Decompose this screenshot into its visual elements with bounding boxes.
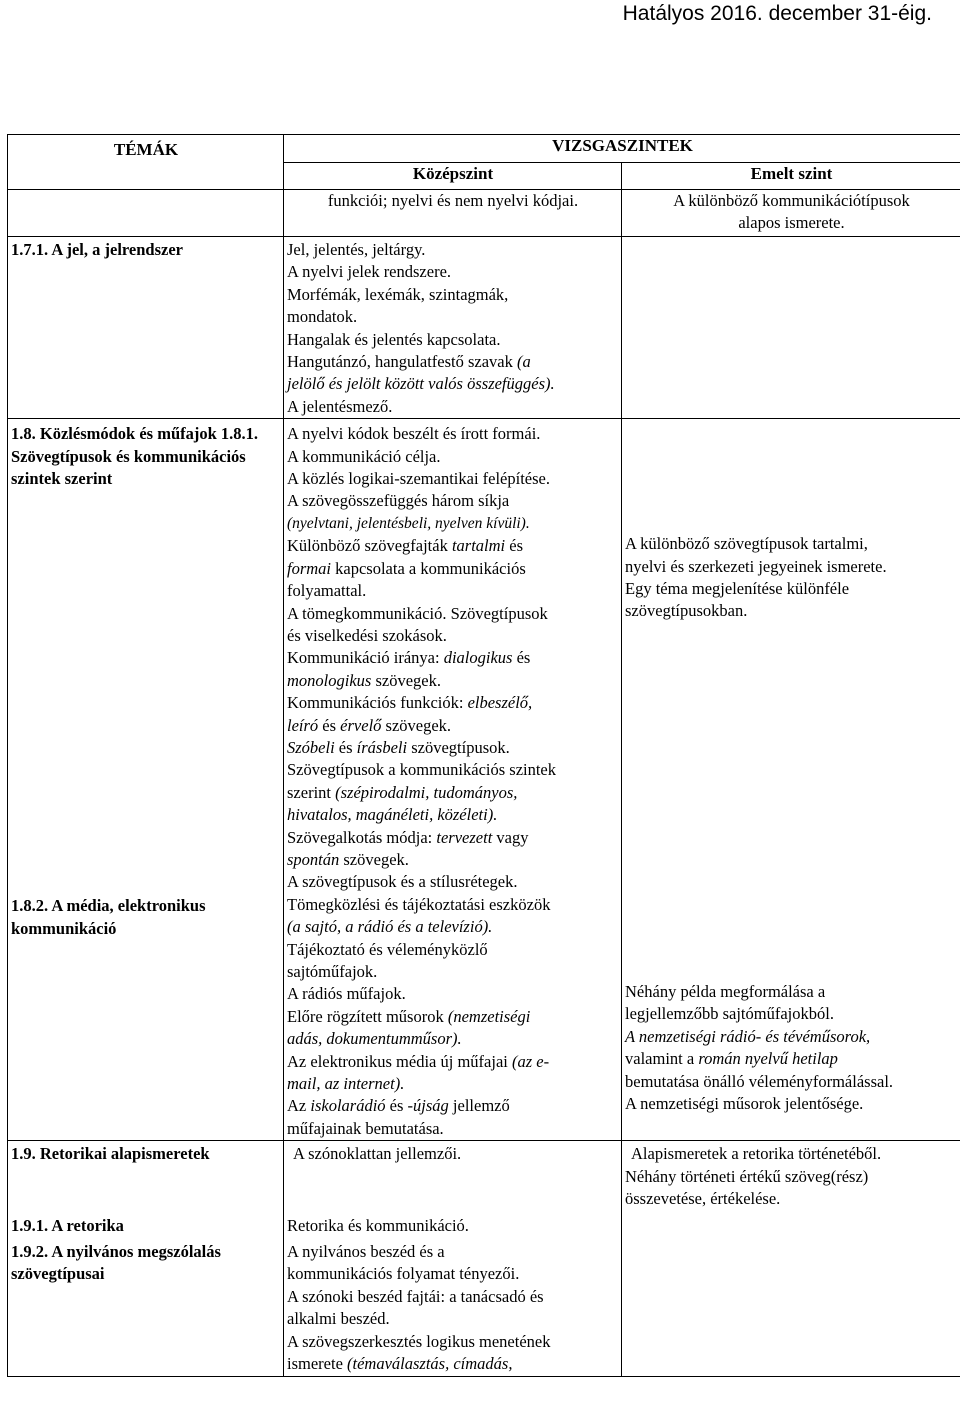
mid-level-cell (284, 237, 622, 419)
text-line: és viselkedési szokások. (287, 625, 447, 645)
text-line: A nyilvános beszéd és a (287, 1242, 445, 1262)
text-line: mondatok. (287, 307, 358, 327)
text-line: A közlés logikai-szemantikai felépítése. (287, 469, 550, 489)
text-line: Hangalak és jelentés kapcsolata. (287, 329, 501, 349)
topic-title: 1.7.1. A jel, a jelrendszer (11, 240, 183, 259)
text-line: nyelvi és szerkezeti jegyeinek ismerete. (625, 556, 887, 576)
mid-level-cell (284, 419, 622, 1141)
text-line: Alapismeretek a retorika történetéből. (631, 1144, 882, 1164)
text-line: A nemzetiségi rádió- és tévéműsorok, (625, 1026, 871, 1046)
text-line: mail, az internet). (287, 1074, 405, 1094)
text-line: formai kapcsolata a kommunikációs (287, 558, 526, 578)
text-line: Tömegközlési és tájékoztatási eszközök (287, 894, 551, 914)
text-line: A különböző szövegtípusok tartalmi, (625, 534, 868, 554)
topic-title: 1.9.1. A retorika (11, 1215, 124, 1235)
exam-levels-header: VIZSGASZINTEK (284, 135, 960, 163)
topic-cell (8, 419, 284, 1141)
text-line: adás, dokumentumműsor). (287, 1029, 462, 1049)
advanced-level-cell (622, 419, 960, 1141)
spacer (625, 419, 958, 533)
text-line: Egy téma megjelenítése különféle (625, 579, 850, 599)
text-line: ismerete (témaválasztás, címadás, (287, 1354, 513, 1374)
spacer (11, 1166, 281, 1215)
text-line: sajtóműfajok. (287, 962, 378, 981)
text-line: Szövegalkotás módja: tervezett vagy (287, 827, 529, 847)
validity-header: Hatályos 2016. december 31-éig. (622, 2, 932, 25)
spacer (287, 1166, 619, 1215)
table-header-row (8, 135, 960, 163)
table-row (8, 237, 960, 419)
topic-title: 1.9.2. A nyilvános megszólalás (11, 1242, 221, 1262)
text-line: spontán szövegek. (287, 849, 409, 869)
text-line: Az elektronikus média új műfajai (az e- (287, 1051, 550, 1071)
topics-column-header: TÉMÁK (8, 135, 284, 190)
text-line: legjellemzőbb sajtóműfajokból. (625, 1004, 834, 1024)
text-part: Hangutánzó, hangulatfestő szavak (287, 352, 513, 372)
advanced-level-cell (622, 237, 960, 419)
mid-level-header: Középszint (284, 163, 622, 190)
text-line: kommunikációs folyamat tényezői. (287, 1264, 520, 1284)
text-line: Előre rögzített műsorok (nemzetiségi (287, 1006, 531, 1026)
text-line: jelölő és jelölt között valós összefüggés). (287, 374, 555, 394)
text-line: műfajainak bemutatása. (287, 1118, 444, 1138)
text-line: A jelentésmező. (287, 396, 393, 416)
advanced-level-header: Emelt szint (622, 163, 960, 190)
text-line: Néhány történeti értékű szöveg(rész) (625, 1166, 869, 1186)
text-line: (nyelvtani, jelentésbeli, nyelven kívüli). (287, 514, 530, 532)
topic-title: 1.8.2. A média, elektronikus (11, 896, 206, 916)
text-part-italic: (a (517, 352, 531, 372)
text-line: A nyelvi kódok beszélt és írott formái. (287, 424, 541, 444)
text-line: folyamattal. (287, 581, 367, 601)
mid-level-cell (284, 190, 622, 237)
spacer (625, 623, 958, 981)
text-line: leíró és érvelő szövegek. (287, 715, 452, 735)
text-line: bemutatása önálló véleményformálással. (625, 1071, 894, 1091)
curriculum-table (7, 134, 960, 1377)
text-line: Retorika és kommunikáció. (287, 1215, 469, 1235)
text-line: A tömegkommunikáció. Szövegtípusok (287, 603, 548, 623)
text-line: alapos ismerete. (738, 213, 845, 233)
text-line: összevetése, értékelése. (625, 1189, 781, 1209)
text-line: Kommunikációs funkciók: elbeszélő, (287, 693, 533, 713)
text-line: Kommunikáció iránya: dialogikus és (287, 648, 531, 668)
text-line: A szövegszerkesztés logikus menetének (287, 1331, 551, 1351)
text-line: szövegtípusokban. (625, 601, 748, 621)
text-line: A nyelvi jelek rendszere. (287, 262, 452, 282)
text-line: hivatalos, magánéleti, közéleti). (287, 805, 498, 825)
advanced-level-cell (622, 190, 960, 237)
text-line: monologikus szövegek. (287, 670, 441, 690)
text-line: A szövegösszefüggés három síkja (287, 491, 510, 511)
topic-title: szövegtípusai (11, 1264, 105, 1284)
advanced-level-cell (622, 1141, 960, 1376)
text-line: A nemzetiségi műsorok jelentősége. (625, 1093, 864, 1113)
topic-cell (8, 237, 284, 419)
text-line: A szónoki beszéd fajtái: a tanácsadó és (287, 1286, 544, 1306)
text-line: Néhány példa megformálása a (625, 981, 826, 1001)
topic-title: 1.9. Retorikai alapismeretek (11, 1144, 210, 1164)
table-row (8, 1141, 960, 1376)
text-line: Tájékoztató és véleményközlő (287, 939, 488, 959)
curriculum-table-wrapper (7, 134, 960, 1377)
text-line: alkalmi beszéd. (287, 1309, 390, 1329)
table-row (8, 190, 960, 237)
mid-level-cell (284, 1141, 622, 1376)
topic-cell (8, 190, 284, 237)
text-line: A szónoklattan jellemzői. (293, 1144, 462, 1164)
topic-title: kommunikáció (11, 918, 117, 938)
text-line: valamint a román nyelvű hetilap (625, 1049, 838, 1069)
text-line: A kommunikáció célja. (287, 446, 441, 466)
text-line (287, 351, 619, 373)
text-line: szerint (szépirodalmi, tudományos, (287, 782, 518, 802)
table-row (8, 419, 960, 1141)
topic-title: 1.8.1. Szövegtípusok és (11, 424, 259, 466)
text-line: Morfémák, lexémák, szintagmák, (287, 284, 509, 304)
text-line: Szövegtípusok a kommunikációs szintek (287, 760, 557, 780)
text-line: Szóbeli és írásbeli szövegtípusok. (287, 737, 510, 757)
text-line: Jel, jelentés, jeltárgy. (287, 240, 426, 259)
text-line: A rádiós műfajok. (287, 984, 406, 1004)
text-line: A szövegtípusok és a stílusrétegek. (287, 872, 518, 892)
topic-title: kommunikációs szintek szerint (11, 446, 246, 489)
spacer (11, 490, 281, 895)
text-line: Az iskolarádió és -újság jellemző (287, 1096, 510, 1116)
text-line: Különböző szövegfajták tartalmi és (287, 536, 524, 556)
text-line: funkciói; nyelvi és nem nyelvi kódjai. (327, 191, 579, 210)
topic-title: 1.8. Közlésmódok és műfajok (11, 424, 217, 444)
topic-cell (8, 1141, 284, 1376)
text-line: A különböző kommunikációtípusok (673, 191, 910, 210)
text-line: (a sajtó, a rádió és a televízió). (287, 917, 493, 937)
